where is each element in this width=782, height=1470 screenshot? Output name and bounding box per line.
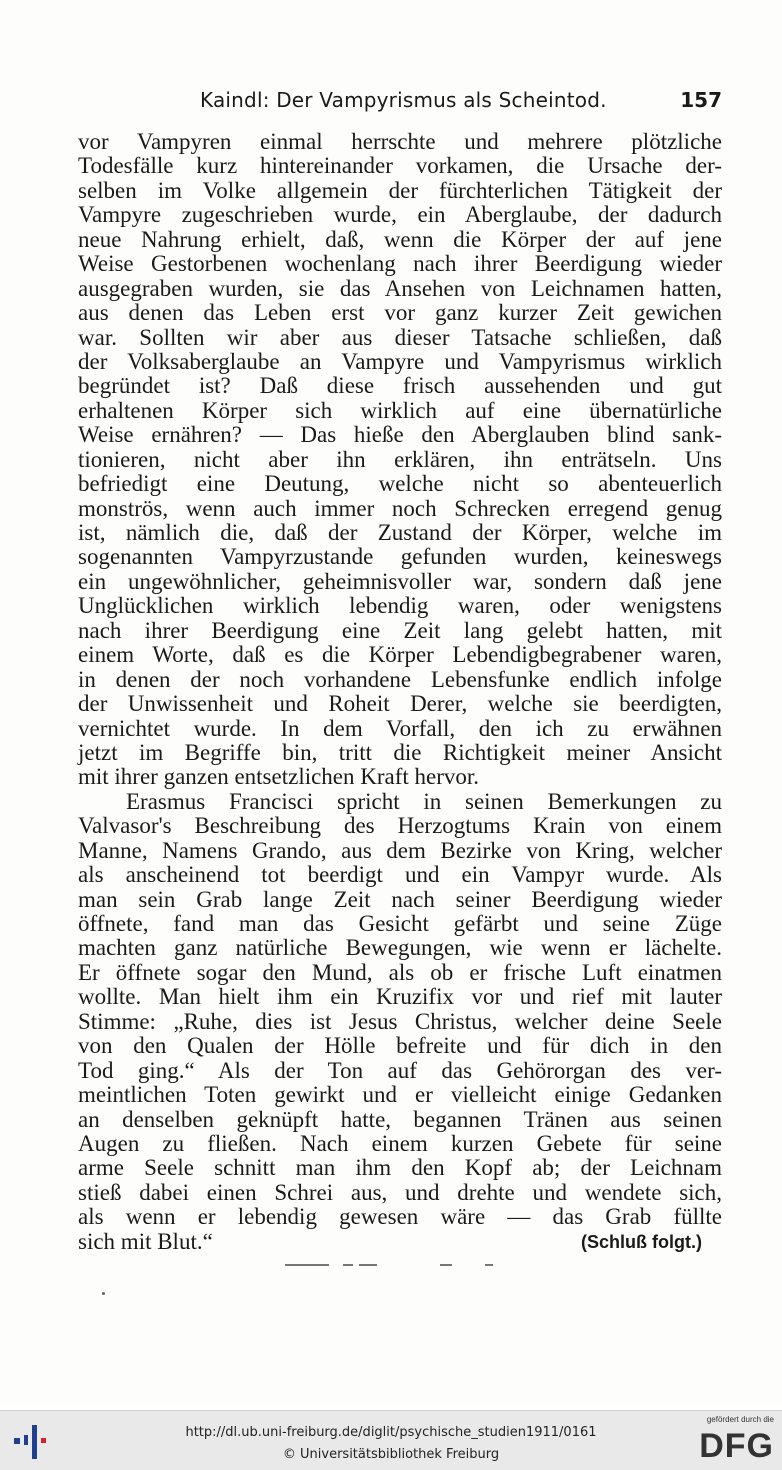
running-title: Kaindl: Der Vampyrismus als Scheintod. [200,88,607,112]
text-line: vernichtet wurde. In dem Vorfall, den ich zu erwähnen [78,715,722,741]
text-line: als anscheinend tot beerdigt und ein Vampyr wurde. Als [78,862,722,888]
text-line: ein ungewöhnlicher, geheimnisvoller war, sondern daß jene [78,568,722,594]
text-line: ist, nämlich die, daß der Zustand der Körper, welche im [78,520,722,545]
text-line: wollte. Man hielt ihm ein Kruzifix vor und rief mit lauter [78,984,722,1010]
text-line: an denselben geknüpft hatte, begannen Tränen aus seinen [78,1106,722,1132]
text-line: nach ihrer Beerdigung eine Zeit lang gelebt hatten, mit [78,617,722,643]
text-line: selben im Volke allgemein der fürchterlichen Tätigkeit der [78,177,722,203]
text-line: Tod ging.“ Als der Ton auf das Gehörorgan des ver- [78,1057,722,1083]
page-number: 157 [680,88,722,112]
body-text [78,130,722,1254]
closing-line [78,1230,722,1254]
text-line: stieß dabei einen Schrei aus, und drehte und wendete sich, [78,1179,722,1205]
text-line: Weise Gestorbenen wochenlang nach ihrer Beerdigung wieder [78,251,722,277]
text-line: als wenn er lebendig gewesen wäre — das Grab füllte [78,1204,722,1230]
text-line: Valvasor's Beschreibung des Herzogtums Krain von einem [78,813,722,839]
text-line: in denen der noch vorhandene Lebensfunke endlich infolge [78,666,722,692]
text-line: mit ihrer ganzen entsetzlichen Kraft hervor. [78,764,480,790]
text-line: befriedigt eine Deutung, welche nicht so abenteuerlich [78,471,722,497]
closing-text: sich mit Blut.“ [78,1228,213,1254]
text-line: tionieren, nicht aber ihn erklären, ihn enträtseln. Uns [78,446,722,472]
text-line: einem Worte, daß es die Körper Lebendigbegrabener waren, [78,642,722,668]
text-line: Er öffnete sogar den Mund, als ob er frische Luft einatmen [78,959,722,985]
text-line: der Volksaberglaube an Vampyre und Vampyrismus wirklich [78,348,722,374]
text-line: Weise ernähren? — Das hieße den Aberglauben blind sank- [78,422,722,448]
text-line: neue Nahrung erhielt, daß, wenn die Körper der auf jene [78,226,722,252]
text-line: Unglücklichen wirklich lebendig waren, oder wenigstens [78,593,722,619]
end-rule [285,1264,495,1268]
dfg-caption: gefördert durch die [706,1415,774,1424]
scan-speck [102,1292,105,1295]
text-line: ausgegraben wurden, sie das Ansehen von Leichnamen hatten, [78,275,722,301]
text-line: arme Seele schnitt man ihm den Kopf ab; der Leichnam [78,1155,722,1181]
text-line: Erasmus Francisci spricht in seinen Bemerkungen zu [126,788,722,814]
text-line: vor Vampyren einmal herrschte und mehrere plötzliche [78,129,722,154]
text-line: der Unwissenheit und Roheit Derer, welche sie beerdigten, [78,691,722,717]
page-header [78,84,722,118]
paragraph-1 [78,130,722,790]
text-line: aus denen das Leben erst vor ganz kurzer Zeit gewichen [78,300,722,326]
text-line: sogenannten Vampyrzustande gefunden wurden, keineswegs [78,544,722,570]
text-line: monströs, wenn auch immer noch Schrecken erregend genug [78,495,722,521]
text-line: von den Qualen der Hölle befreite und für dich in den [78,1033,722,1059]
viewer-footer [0,1410,782,1470]
permalink-url[interactable]: http://dl.ub.uni-freiburg.de/diglit/psychische_studien1911/0161 [185,1425,597,1440]
copyright-notice: © Universitätsbibliothek Freiburg [282,1447,500,1462]
text-line: Augen zu fließen. Nach einem kurzen Gebete für seine [78,1130,722,1156]
continuation-note: (Schluß folgt.) [581,1231,702,1252]
text-line: meintlichen Toten gewirkt und er vielleicht einige Gedanken [78,1082,722,1108]
text-line: begründet ist? Daß diese frisch aussehenden und gut [78,373,722,399]
text-line: Manne, Namens Grando, aus dem Bezirke von Kring, welcher [78,837,722,863]
text-line: man sein Grab lange Zeit nach seiner Beerdigung wieder [78,886,722,912]
text-line: war. Sollten wir aber aus dieser Tatsache schließen, daß [78,324,722,350]
text-line: jetzt im Begriffe bin, tritt die Richtigkeit meiner Ansicht [78,739,722,765]
text-line: öffnete, fand man das Gesicht gefärbt und seine Züge [78,911,722,936]
dfg-logo-icon[interactable]: DFG [699,1427,774,1465]
text-line: Vampyre zugeschrieben wurde, ein Aberglaube, der dadurch [78,202,722,228]
text-line: Todesfälle kurz hintereinander vorkamen, die Ursache der- [78,153,722,179]
text-line: erhaltenen Körper sich wirklich auf eine übernatürliche [78,397,722,423]
paragraph-2 [78,790,722,1254]
text-line: Stimme: „Ruhe, dies ist Jesus Christus, welcher deine Seele [78,1008,722,1034]
text-line: machten ganz natürliche Bewegungen, wie wenn er lächelte. [78,935,722,961]
